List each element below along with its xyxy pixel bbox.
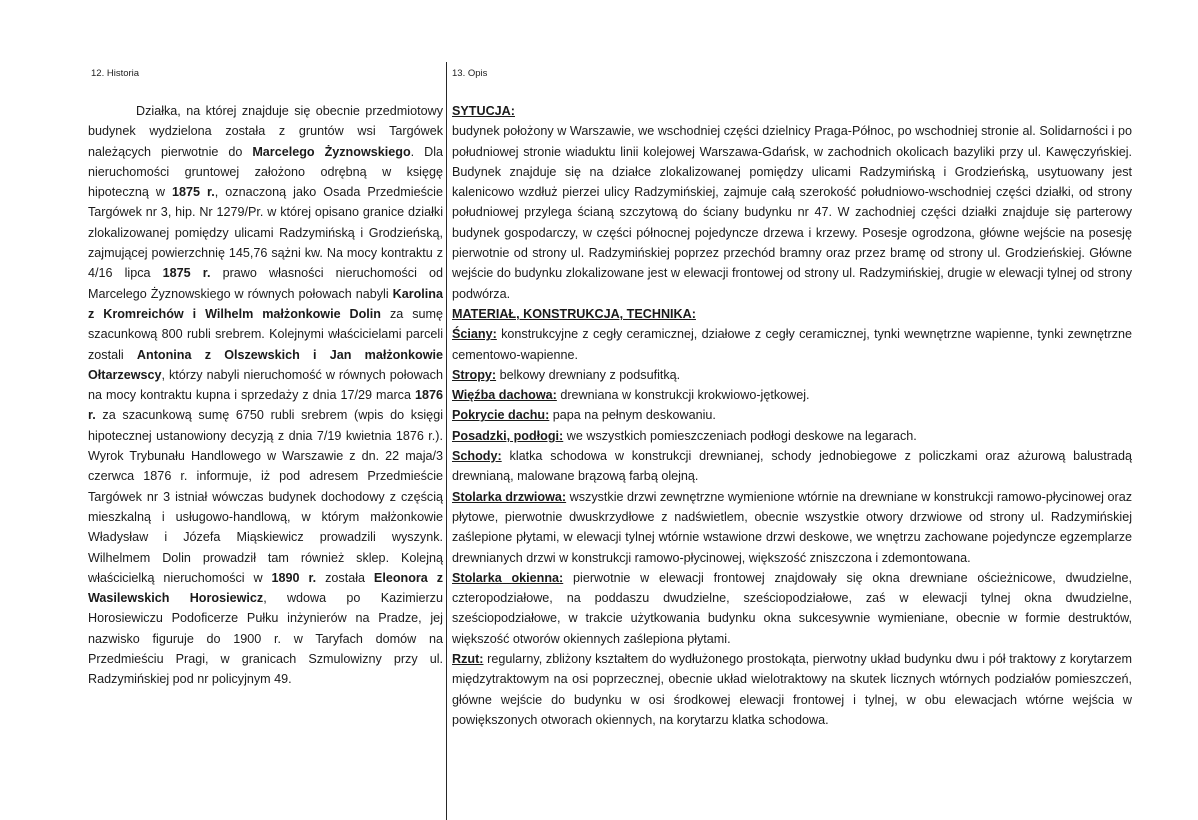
posadzki-entry: Posadzki, podłogi: we wszystkich pomieszczeniach podłogi deskowe na legarach. [452, 428, 917, 443]
name-oltarzewscy: Antonina z Olszewskich i Jan małżonkowie Ołtarzewscy [88, 347, 443, 382]
mkt-title: MATERIAŁ, KONSTRUKCJA, TECHNIKA: [452, 306, 696, 321]
stropy-entry: Stropy: belkowy drewniany z podsufitką. [452, 367, 681, 382]
sytuacja-text: budynek położony w Warszawie, we wschodniej części dzielnicy Praga-Północ, po wschodniej stronie al. Solidarności i po południowej stronie wiaduktu linii kolejowej Warszawa-Gdańsk, w zachodnich okolicach bazyliki przy ul. Kawęczyńskiej. Budynek znajduje się na działce zlokalizowanej pomiędzy ulicami Radzymińską i Grodzieńską, usytuowany jest kalenicowo wzdłuż pierzei ulicy Radzymińskiej, zajmuje całą szerokość południowo-wschodniej części działki, od strony południowej przylega ścianą szczytową do ściany budynku nr 47. W zachodniej części działki znajduje się parterowy budynek gospodarczy, w części północnej pojedyncze drzewa i krzewy. Posesje ogrodzona, główne wejście na posesję pierwotnie od strony ul. Radzymińskiej poprzez przechód bramny oraz przez bramę od strony ul. Grodzieńskiej. Główne wejście do budynku zlokalizowane jest w elewacji frontowej od strony ul. Radzymińskiej, drugie w elewacji tylnej od strony podwórza. [452, 124, 1132, 301]
opis-column [452, 101, 1132, 730]
opis-heading: 13. Opis [452, 68, 488, 79]
rzut-entry: Rzut: regularny, zbliżony kształtem do wydłużonego prostokąta, pierwotny układ budynku dwu i pół traktowy z korytarzem międzytraktowym na osi poprzecznej, obecnie układ wielotraktowy na skutek licznych wtórnych podziałów pomieszczeń, główne wejście do budynku w osi środkowej elewacji frontowej i tylnej, w obu elewacjach wtórne wejścia w powiększonych otworach okiennych, na korytarzu klatka schodowa. [452, 652, 1133, 727]
name-marceli-zyznowski: Marcelego Żyznowskiego [252, 144, 411, 159]
year-1876: 1876 r. [88, 388, 443, 423]
drzwi-entry: Stolarka drzwiowa: wszystkie drzwi zewnętrzne wymienione wtórnie na drewniane w konstrukcji ramowo-płycinowej oraz płytowe, pierwotnie dwuskrzydłowe z nadświetlem, obecnie wszystkie otwory drzwiowe od strony ul. Radzymińskiej zaślepione płytami, w elewacji tylnej wtórnie wstawione drzwi deskowe, we wnętrzu zachowane pojedyncze egzemplarze drewnianych drzwi w konstrukcji ramowo-płycinowej, większość zniszczona i zdemontowana. [452, 489, 1132, 565]
okna-entry: Stolarka okienna: pierwotnie w elewacji frontowej znajdowały się okna drewniane ościeżnicowe, dwudzielne, czteropodziałowe, na poddaszu dwudzielne, sześciopodziałowe, zaś w elewacji tylnej okna dwudzielne, sześciopodziałowe, w trakcie użytkowania budynku okna sukcesywnie wymieniane, obecnie w formie destruktów, większość otworów okiennych zaślepiona płytami. [452, 570, 1132, 646]
column-divider [446, 62, 447, 820]
historia-heading: 12. Historia [91, 68, 140, 79]
schody-entry: Schody: klatka schodowa w konstrukcji drewnianej, schody jednobiegowe z policzkami oraz ażurową balustradą drewnianą, malowane brązową farbą olejną. [452, 449, 1132, 484]
historia-paragraph: Działka, na której znajduje się obecnie przedmiotowy budynek wydzielona została z gruntów wsi Targówek należących pierwotnie do Marcelego Żyznowskiego. Dla nieruchomości gruntowej założono odrębną w księgę hipoteczną w 1875 r., oznaczoną jako Osada Przedmieście Targówek nr 3, hip. Nr 1279/Pr. w której opisano granice działki zlokalizowanej pomiędzy ulicami Radzymińską i Grodzieńską, zajmującej powierzchnię 145,76 sążni kw. Na mocy kontraktu z 4/16 lipca 1875 r. prawo własności nieruchomości od Marcelego Żyznowskiego w równych połowach nabyli Karolina z Kromreichów i Wilhelm małżonkowie Dolin za sumę szacunkową 800 rubli srebrem. Kolejnymi właścicielami parceli zostali Antonina z Olszewskich i Jan małżonkowie Ołtarzewscy, którzy nabyli nieruchomość w równych połowach na mocy kontraktu kupna i sprzedaży z dnia 17/29 marca 1876 r. za szacunkową sumę 6750 rubli srebrem (wpis do księgi hipotecznej ustanowiony decyzją z dnia 7/19 kwietnia 1876 r.). Wyrok Trybunału Handlowego w Warszawie z dn. 22 maja/3 czerwca 1876 r. informuje, iż pod adresem Przedmieście Targówek nr 3 istniał wówczas budynek dochodowy z częścią mieszkalną i usługowo-handlową, w którym małżonkowie Władysław i Józefa Miąskiewicz prowadzili wyszynk. Wilhelmem Dolin prowadził tam również sklep. Kolejną właścicielką nieruchomości w 1890 r. została Eleonora z Wasilewskich Horosiewicz, wdowa po Kazimierzu Horosiewiczu Podoficerze Pułku inżynierów na Pradze, jej nazwisko figuruje do 1900 r. w Taryfach domów na Przedmieściu Pragi, w granicach Szmulowizny przy ul. Radzymińskiej pod nr policyjnym 49. [88, 104, 444, 687]
pokrycie-entry: Pokrycie dachu: papa na pełnym deskowaniu. [452, 408, 716, 423]
year-1890: 1890 r. [271, 570, 317, 585]
name-horosiewicz: Eleonora z Wasilewskich Horosiewicz [88, 570, 444, 606]
name-dolin: Karolina z Kromreichów i Wilhelm małżonkowie Dolin [88, 286, 443, 321]
year-1875-b: 1875 r. [162, 266, 211, 281]
year-1875-a: 1875 r. [172, 185, 215, 200]
sciany-entry: Ściany: konstrukcyjne z cegły ceramicznej, działowe z cegły ceramicznej, tynki wewnętrzne wapienne, tynki zewnętrzne cementowo-wapienne. [452, 327, 1132, 362]
wiezba-entry: Więźba dachowa: drewniana w konstrukcji krokwiowo-jętkowej. [452, 388, 810, 403]
sytuacja-title: SYTUCJA: [452, 104, 515, 118]
